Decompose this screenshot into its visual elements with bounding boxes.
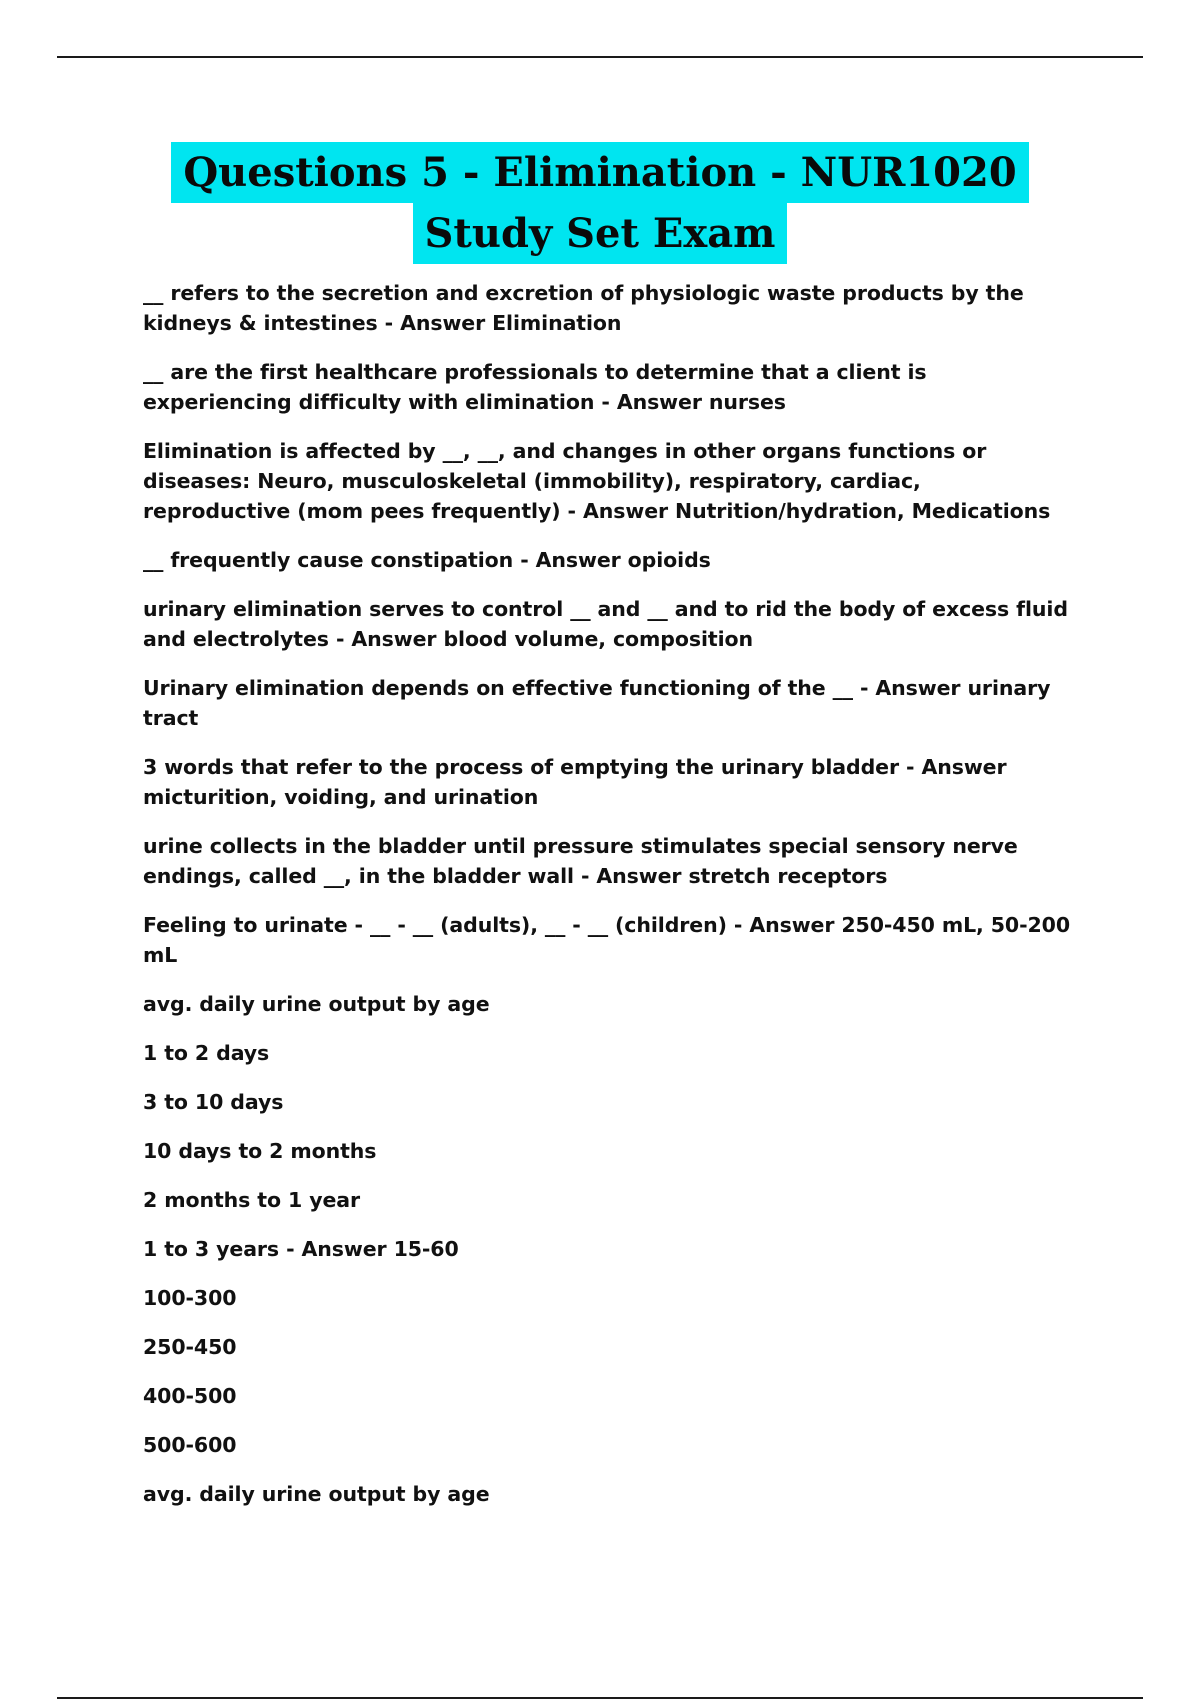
question-list [143,278,1072,1528]
qa-item: __ refers to the secretion and excretion of physiologic waste products by the kidneys & intestines - Answer Elimination [143,281,1024,335]
bottom-rule [57,1697,1143,1699]
qa-item: 400-500 [143,1384,237,1408]
document-title [0,142,1200,264]
title-line-2: Study Set Exam [413,203,788,264]
qa-item: Urinary elimination depends on effective functioning of the __ - Answer urinary tract [143,676,1051,730]
qa-item: 2 months to 1 year [143,1188,361,1212]
qa-item: Elimination is affected by __, __, and changes in other organs functions or diseases: Neuro, musculoskeletal (immobility), respiratory, cardiac, reproductive (mom pees frequently) - Answer Nutrition/hydration, Medications [143,439,1051,523]
qa-item: 10 days to 2 months [143,1139,377,1163]
qa-item: 1 to 3 years - Answer 15-60 [143,1237,459,1261]
qa-item: urine collects in the bladder until pressure stimulates special sensory nerve endings, called __, in the bladder wall - Answer stretch receptors [143,834,1018,888]
qa-item: 3 words that refer to the process of emptying the urinary bladder - Answer micturition, voiding, and urination [143,755,1007,809]
title-line-1: Questions 5 - Elimination - NUR1020 [171,142,1028,203]
top-rule [57,56,1143,58]
qa-item: __ frequently cause constipation - Answer opioids [143,548,711,572]
qa-item: 500-600 [143,1433,237,1457]
qa-item: Feeling to urinate - __ - __ (adults), __ - __ (children) - Answer 250-450 mL, 50-200 mL [143,913,1070,967]
qa-item: urinary elimination serves to control __ and __ and to rid the body of excess fluid and electrolytes - Answer blood volume, composition [143,597,1068,651]
qa-item: 250-450 [143,1335,237,1359]
qa-item: __ are the first healthcare professionals to determine that a client is experiencing difficulty with elimination - Answer nurses [143,360,927,414]
qa-item: 100-300 [143,1286,237,1310]
qa-item: 1 to 2 days [143,1041,270,1065]
qa-item: avg. daily urine output by age [143,992,490,1016]
qa-item: 3 to 10 days [143,1090,284,1114]
qa-item: avg. daily urine output by age [143,1482,490,1506]
